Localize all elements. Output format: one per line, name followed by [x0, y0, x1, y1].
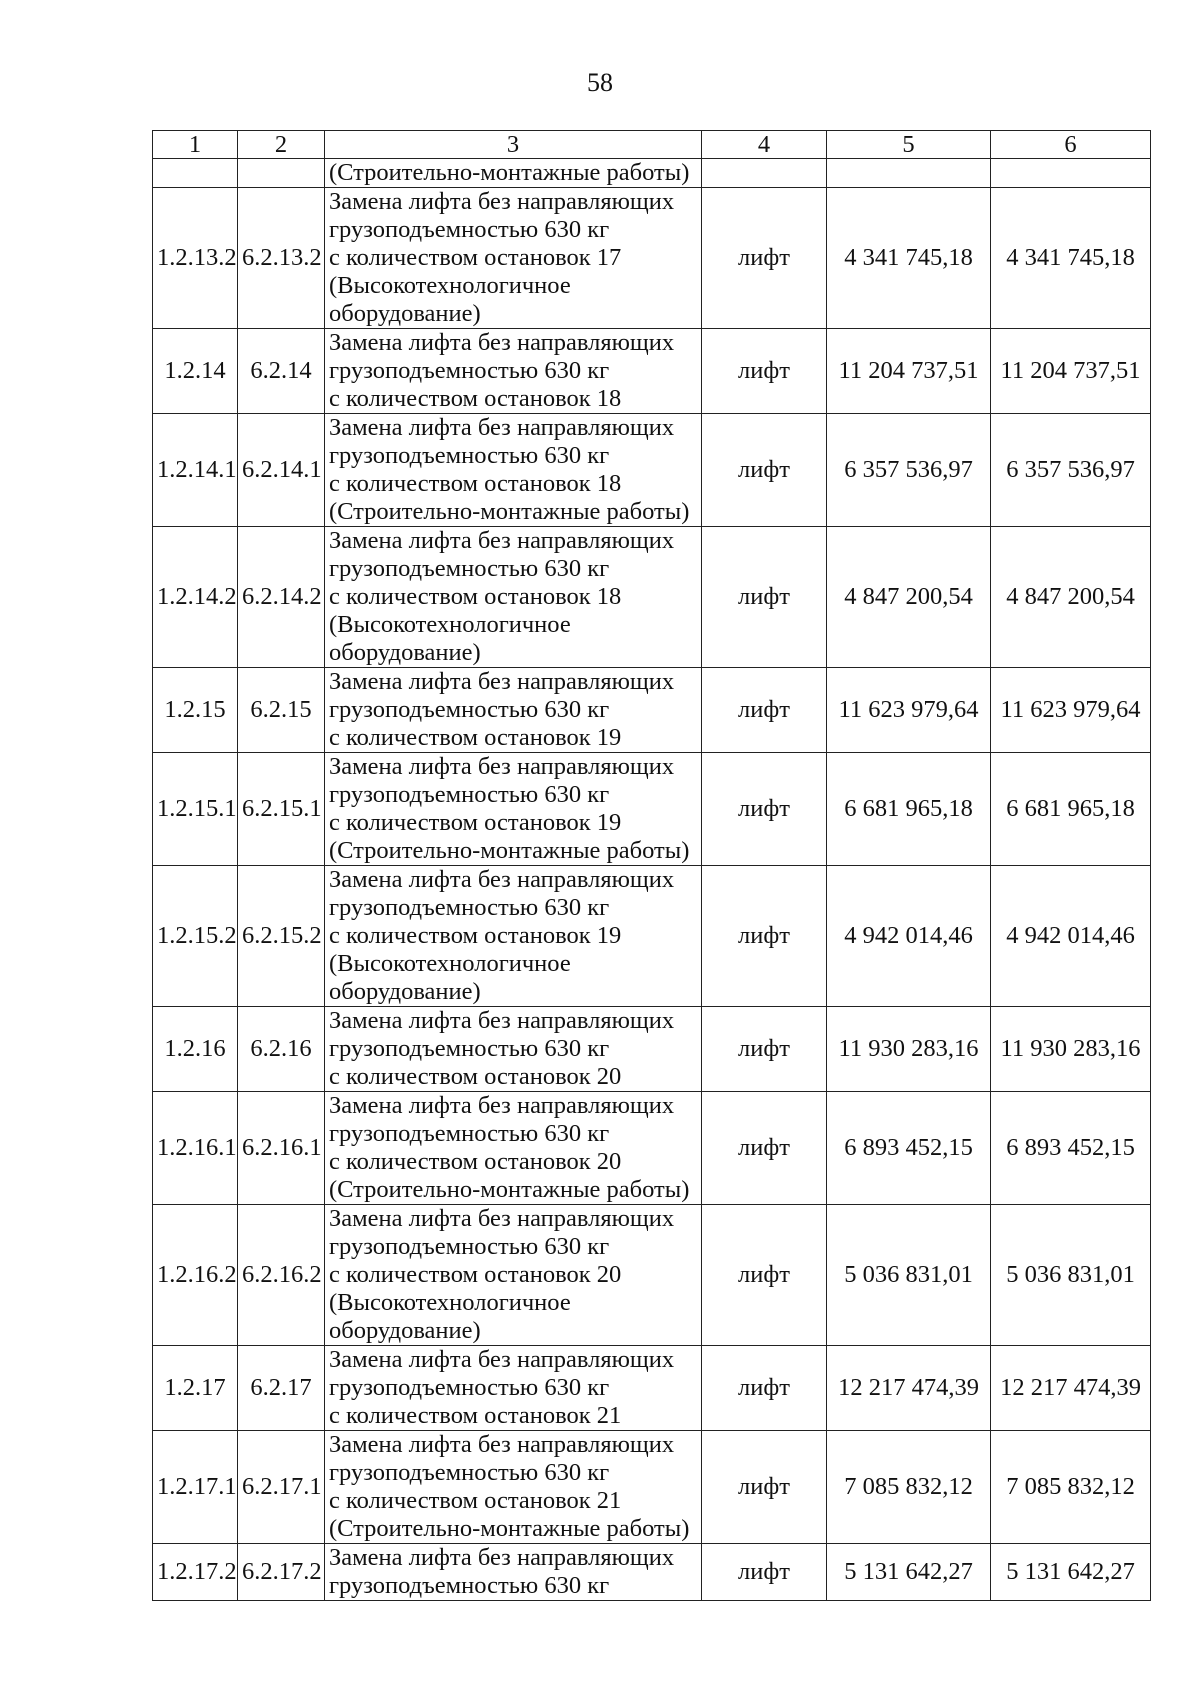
table-row	[153, 1092, 1151, 1205]
description-line: с количеством остановок 21	[329, 1487, 622, 1514]
item-number: 1.2.15.1	[153, 753, 238, 866]
work-description	[325, 527, 702, 668]
unit: лифт	[702, 668, 827, 753]
total-cost-value: 11 204 737,51	[991, 329, 1151, 414]
table-row	[153, 1544, 1151, 1601]
unit: лифт	[702, 1007, 827, 1092]
code-number: 6.2.16	[238, 1007, 325, 1092]
item-number: 1.2.15.2	[153, 866, 238, 1007]
description-line: грузоподъемностью 630 кг	[329, 357, 610, 384]
description-line: с количеством остановок 18	[329, 385, 622, 412]
description-line: (Строительно-монтажные работы)	[329, 1515, 690, 1542]
code-number: 6.2.14.2	[238, 527, 325, 668]
code-number	[238, 159, 325, 188]
description-line: оборудование)	[329, 639, 481, 666]
description-line: грузоподъемностью 630 кг	[329, 1374, 610, 1401]
work-description	[325, 188, 702, 329]
table-row	[153, 1346, 1151, 1431]
item-number: 1.2.16.2	[153, 1205, 238, 1346]
total-cost-value: 12 217 474,39	[991, 1346, 1151, 1431]
work-description	[325, 1346, 702, 1431]
description-line: Замена лифта без направляющих	[329, 188, 675, 215]
description-line: Замена лифта без направляющих	[329, 866, 675, 893]
description-line: с количеством остановок 19	[329, 724, 622, 751]
work-description	[325, 1205, 702, 1346]
cost-value	[827, 159, 991, 188]
table-row	[153, 159, 1151, 188]
item-number: 1.2.16.1	[153, 1092, 238, 1205]
work-description	[325, 1544, 702, 1601]
item-number: 1.2.14	[153, 329, 238, 414]
code-number: 6.2.17.2	[238, 1544, 325, 1601]
item-number: 1.2.17	[153, 1346, 238, 1431]
table-row	[153, 668, 1151, 753]
description-line: (Строительно-монтажные работы)	[329, 159, 690, 186]
table-row	[153, 1007, 1151, 1092]
description-line: Замена лифта без направляющих	[329, 1092, 675, 1119]
total-cost-value: 4 847 200,54	[991, 527, 1151, 668]
code-number: 6.2.15.2	[238, 866, 325, 1007]
description-line: грузоподъемностью 630 кг	[329, 1459, 610, 1486]
code-number: 6.2.15.1	[238, 753, 325, 866]
unit: лифт	[702, 753, 827, 866]
code-number: 6.2.17.1	[238, 1431, 325, 1544]
description-line: с количеством остановок 19	[329, 809, 622, 836]
item-number: 1.2.17.1	[153, 1431, 238, 1544]
code-number: 6.2.13.2	[238, 188, 325, 329]
cost-value: 6 681 965,18	[827, 753, 991, 866]
description-line: (Высокотехнологичное	[329, 1289, 571, 1316]
unit: лифт	[702, 866, 827, 1007]
description-line: (Строительно-монтажные работы)	[329, 837, 690, 864]
description-line: грузоподъемностью 630 кг	[329, 781, 610, 808]
column-number: 1	[153, 131, 238, 159]
unit	[702, 159, 827, 188]
work-description	[325, 329, 702, 414]
work-description	[325, 1431, 702, 1544]
work-description	[325, 866, 702, 1007]
total-cost-value: 5 131 642,27	[991, 1544, 1151, 1601]
work-description	[325, 1092, 702, 1205]
table-body	[153, 131, 1151, 1601]
description-line: грузоподъемностью 630 кг	[329, 555, 610, 582]
description-line: грузоподъемностью 630 кг	[329, 1233, 610, 1260]
cost-value: 6 357 536,97	[827, 414, 991, 527]
code-number: 6.2.15	[238, 668, 325, 753]
cost-value: 5 131 642,27	[827, 1544, 991, 1601]
description-line: Замена лифта без направляющих	[329, 1205, 675, 1232]
total-cost-value: 4 942 014,46	[991, 866, 1151, 1007]
description-line: Замена лифта без направляющих	[329, 1346, 675, 1373]
description-line: с количеством остановок 17	[329, 244, 622, 271]
unit: лифт	[702, 1544, 827, 1601]
cost-value: 6 893 452,15	[827, 1092, 991, 1205]
table-row	[153, 329, 1151, 414]
cost-value: 11 623 979,64	[827, 668, 991, 753]
item-number: 1.2.14.2	[153, 527, 238, 668]
unit: лифт	[702, 1431, 827, 1544]
description-line: Замена лифта без направляющих	[329, 1431, 675, 1458]
table-row	[153, 188, 1151, 329]
cost-value: 11 930 283,16	[827, 1007, 991, 1092]
unit: лифт	[702, 329, 827, 414]
unit: лифт	[702, 1092, 827, 1205]
description-line: грузоподъемностью 630 кг	[329, 894, 610, 921]
description-line: грузоподъемностью 630 кг	[329, 216, 610, 243]
total-cost-value: 11 930 283,16	[991, 1007, 1151, 1092]
description-line: с количеством остановок 19	[329, 922, 622, 949]
description-line: грузоподъемностью 630 кг	[329, 1035, 610, 1062]
column-number: 2	[238, 131, 325, 159]
unit: лифт	[702, 414, 827, 527]
cost-value: 11 204 737,51	[827, 329, 991, 414]
work-description	[325, 668, 702, 753]
total-cost-value: 11 623 979,64	[991, 668, 1151, 753]
code-number: 6.2.14.1	[238, 414, 325, 527]
price-table	[152, 130, 1151, 1601]
description-line: с количеством остановок 18	[329, 583, 622, 610]
work-description	[325, 414, 702, 527]
column-number: 5	[827, 131, 991, 159]
code-number: 6.2.14	[238, 329, 325, 414]
description-line: оборудование)	[329, 300, 481, 327]
column-number: 3	[325, 131, 702, 159]
description-line: с количеством остановок 18	[329, 470, 622, 497]
description-line: (Строительно-монтажные работы)	[329, 1176, 690, 1203]
cost-value: 4 942 014,46	[827, 866, 991, 1007]
item-number: 1.2.15	[153, 668, 238, 753]
code-number: 6.2.16.1	[238, 1092, 325, 1205]
code-number: 6.2.17	[238, 1346, 325, 1431]
description-line: с количеством остановок 20	[329, 1063, 622, 1090]
description-line: с количеством остановок 20	[329, 1261, 622, 1288]
description-line: с количеством остановок 21	[329, 1402, 622, 1429]
unit: лифт	[702, 1346, 827, 1431]
unit: лифт	[702, 527, 827, 668]
description-line: грузоподъемностью 630 кг	[329, 442, 610, 469]
description-line: (Строительно-монтажные работы)	[329, 498, 690, 525]
cost-value: 12 217 474,39	[827, 1346, 991, 1431]
description-line: грузоподъемностью 630 кг	[329, 1572, 610, 1599]
column-number-row	[153, 131, 1151, 159]
cost-value: 5 036 831,01	[827, 1205, 991, 1346]
column-number: 6	[991, 131, 1151, 159]
unit: лифт	[702, 188, 827, 329]
cost-value: 4 847 200,54	[827, 527, 991, 668]
description-line: Замена лифта без направляющих	[329, 527, 675, 554]
description-line: (Высокотехнологичное	[329, 950, 571, 977]
description-line: с количеством остановок 20	[329, 1148, 622, 1175]
work-description	[325, 159, 702, 188]
table-row	[153, 1431, 1151, 1544]
total-cost-value	[991, 159, 1151, 188]
table-row	[153, 753, 1151, 866]
total-cost-value: 4 341 745,18	[991, 188, 1151, 329]
total-cost-value: 7 085 832,12	[991, 1431, 1151, 1544]
description-line: (Высокотехнологичное	[329, 611, 571, 638]
total-cost-value: 6 357 536,97	[991, 414, 1151, 527]
page-number: 58	[587, 68, 613, 97]
item-number: 1.2.17.2	[153, 1544, 238, 1601]
description-line: Замена лифта без направляющих	[329, 753, 675, 780]
total-cost-value: 6 681 965,18	[991, 753, 1151, 866]
table-row	[153, 414, 1151, 527]
table-row	[153, 1205, 1151, 1346]
description-line: Замена лифта без направляющих	[329, 414, 675, 441]
unit: лифт	[702, 1205, 827, 1346]
description-line: оборудование)	[329, 1317, 481, 1344]
table-row	[153, 866, 1151, 1007]
description-line: (Высокотехнологичное	[329, 272, 571, 299]
work-description	[325, 753, 702, 866]
cost-value: 7 085 832,12	[827, 1431, 991, 1544]
code-number: 6.2.16.2	[238, 1205, 325, 1346]
item-number	[153, 159, 238, 188]
work-description	[325, 1007, 702, 1092]
item-number: 1.2.16	[153, 1007, 238, 1092]
description-line: грузоподъемностью 630 кг	[329, 696, 610, 723]
total-cost-value: 5 036 831,01	[991, 1205, 1151, 1346]
cost-value: 4 341 745,18	[827, 188, 991, 329]
description-line: Замена лифта без направляющих	[329, 1544, 675, 1571]
description-line: Замена лифта без направляющих	[329, 329, 675, 356]
table-row	[153, 527, 1151, 668]
description-line: Замена лифта без направляющих	[329, 1007, 675, 1034]
column-number: 4	[702, 131, 827, 159]
description-line: Замена лифта без направляющих	[329, 668, 675, 695]
item-number: 1.2.13.2	[153, 188, 238, 329]
item-number: 1.2.14.1	[153, 414, 238, 527]
total-cost-value: 6 893 452,15	[991, 1092, 1151, 1205]
description-line: оборудование)	[329, 978, 481, 1005]
description-line: грузоподъемностью 630 кг	[329, 1120, 610, 1147]
